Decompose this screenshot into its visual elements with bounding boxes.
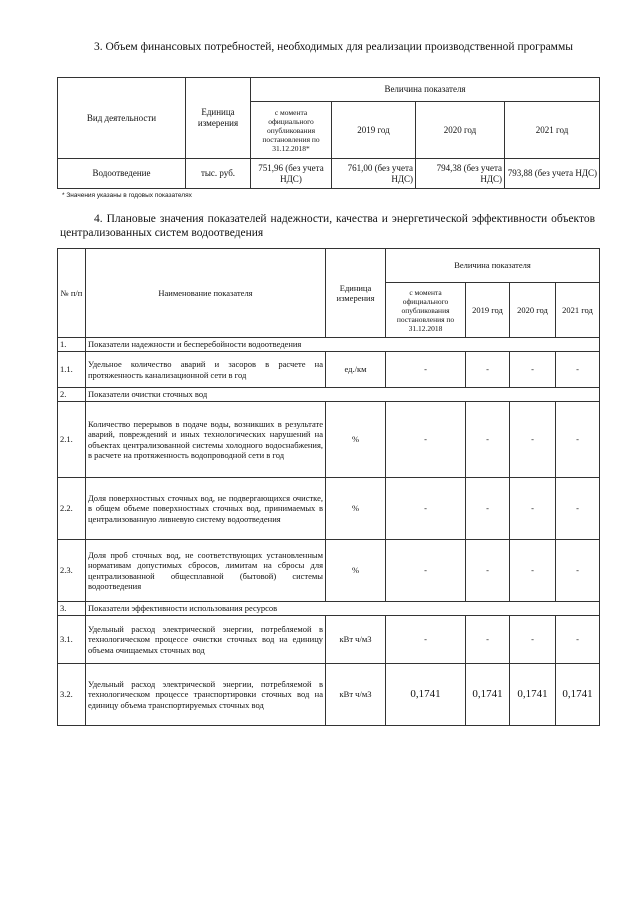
section-3-heading: 3. Объем финансовых потребностей, необходимых для реализации производственной программы: [94, 41, 573, 53]
row-num: 2.2.: [58, 478, 86, 540]
row-value: -: [466, 616, 510, 664]
row-value: -: [386, 402, 466, 478]
row-value: -: [510, 478, 556, 540]
header-activity: Вид деятельности: [58, 78, 186, 159]
table-row: [58, 664, 600, 726]
row-value: -: [510, 352, 556, 388]
row-name: Доля проб сточных вод, не соответствующих установленным нормативам допустимых сбросов, лимитам на сбросы для централизованной общесплавной (бытовой) системы водоотведения: [86, 540, 326, 602]
row-unit: %: [326, 540, 386, 602]
row-num: 2.3.: [58, 540, 86, 602]
header-year: 2019 год: [332, 102, 416, 159]
row-value: -: [556, 616, 600, 664]
row-value: 0,1741: [386, 664, 466, 726]
section-row: [58, 388, 600, 402]
row-value: 0,1741: [466, 664, 510, 726]
section-num: 1.: [58, 338, 86, 352]
table-row: [58, 352, 600, 388]
row-unit: ед./км: [326, 352, 386, 388]
header-value-group: Величина показателя: [386, 249, 600, 283]
row-unit: кВт ч/м3: [326, 616, 386, 664]
indicators-table: [57, 248, 600, 726]
row-value: -: [510, 616, 556, 664]
section-row: [58, 338, 600, 352]
row-value: -: [510, 402, 556, 478]
row-value: -: [386, 540, 466, 602]
table-row: [58, 540, 600, 602]
row-name: Удельное количество аварий и засоров в расчете на протяженность канализационной сети в год: [86, 352, 326, 388]
header-year: 2019 год: [466, 283, 510, 338]
header-year: 2021 год: [556, 283, 600, 338]
row-value: -: [386, 478, 466, 540]
section-num: 2.: [58, 388, 86, 402]
header-unit: Единица измерения: [186, 78, 251, 159]
financial-needs-table: [57, 77, 600, 189]
row-value: 0,1741: [556, 664, 600, 726]
row-value: -: [556, 352, 600, 388]
row-value: -: [466, 478, 510, 540]
cell-value: 793,88 (без учета НДС): [505, 159, 600, 189]
table-row: [58, 616, 600, 664]
row-unit: %: [326, 402, 386, 478]
table-row: [58, 478, 600, 540]
header-value-group: Величина показателя: [251, 78, 600, 102]
row-value: -: [466, 402, 510, 478]
row-num: 3.1.: [58, 616, 86, 664]
cell-unit: тыс. руб.: [186, 159, 251, 189]
row-unit: %: [326, 478, 386, 540]
row-value: -: [466, 540, 510, 602]
header-year: 2020 год: [510, 283, 556, 338]
header-num: № п/п: [58, 249, 86, 338]
row-value: -: [556, 478, 600, 540]
section-row: [58, 602, 600, 616]
row-num: 2.1.: [58, 402, 86, 478]
row-name: Количество перерывов в подаче воды, возникших в результате аварий, повреждений и иных технологических нарушений на объектах централизованной системы холодного водоснабжения, в расчете на протяженность водопроводной сети в год: [86, 402, 326, 478]
row-name: Доля поверхностных сточных вод, не подвергающихся очистке, в общем объеме поверхностных сточных вод, принимаемых в централизованную ливневую систему водоотведения: [86, 478, 326, 540]
row-name: Удельный расход электрической энергии, потребляемой в технологическом процессе очистки сточных вод на единицу объема очищаемых сточных вод: [86, 616, 326, 664]
header-since: с момента официального опубликования постановления по 31.12.2018*: [251, 102, 332, 159]
row-num: 1.1.: [58, 352, 86, 388]
cell-activity: Водоотведение: [58, 159, 186, 189]
section-4-heading: 4. Плановые значения показателей надежности, качества и энергетической эффективности объектов централизованных систем водоотведения: [60, 213, 595, 239]
header-year: 2020 год: [416, 102, 505, 159]
row-unit: кВт ч/м3: [326, 664, 386, 726]
header-year: 2021 год: [505, 102, 600, 159]
footnote: * Значения указаны в годовых показателях: [62, 192, 192, 199]
header-name: Наименование показателя: [86, 249, 326, 338]
row-value: -: [556, 540, 600, 602]
header-since: с момента официального опубликования постановления по 31.12.2018: [386, 283, 466, 338]
row-value: -: [386, 616, 466, 664]
table-row: [58, 159, 600, 189]
row-value: -: [386, 352, 466, 388]
section-num: 3.: [58, 602, 86, 616]
header-unit: Единица измерения: [326, 249, 386, 338]
row-value: 0,1741: [510, 664, 556, 726]
row-value: -: [466, 352, 510, 388]
table-row: [58, 402, 600, 478]
cell-value: 761,00 (без учета НДС): [332, 159, 416, 189]
section-title: Показатели эффективности использования ресурсов: [86, 602, 600, 616]
cell-value: 751,96 (без учета НДС): [251, 159, 332, 189]
row-num: 3.2.: [58, 664, 86, 726]
row-value: -: [556, 402, 600, 478]
section-title: Показатели очистки сточных вод: [86, 388, 600, 402]
row-name: Удельный расход электрической энергии, потребляемой в технологическом процессе транспортировки сточных вод на единицу объема транспортируемых сточных вод: [86, 664, 326, 726]
section-title: Показатели надежности и бесперебойности водоотведения: [86, 338, 600, 352]
cell-value: 794,38 (без учета НДС): [416, 159, 505, 189]
row-value: -: [510, 540, 556, 602]
